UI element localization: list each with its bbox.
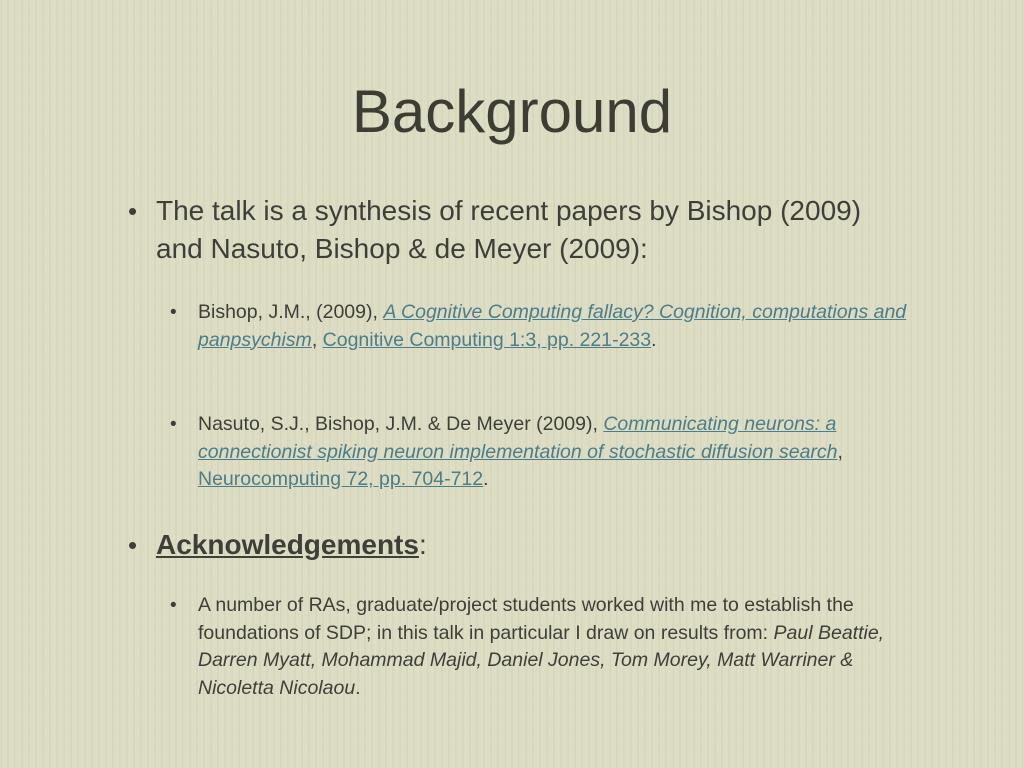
reference-prefix: Nasuto, S.J., Bishop, J.M. & De Meyer (2009), [198,413,604,435]
reference-prefix: Bishop, J.M., (2009), [198,301,384,323]
acknowledgements-colon: : [418,529,427,560]
bullet-icon: • [170,595,177,616]
bullet-synthesis-text: The talk is a synthesis of recent papers by Bishop (2009) and Nasuto, Bishop & de Meyer (2009): [156,195,862,264]
bullet-icon: • [128,530,138,560]
slide-title: Background [351,78,673,145]
reference-separator: , [837,440,843,463]
bullet-icon: • [128,196,138,226]
reference-title-link[interactable]: Communicating neurons: a connectionist spiking neuron implementation of stochastic diffusion search [198,413,838,463]
reference-source-link[interactable]: Neurocomputing 72, pp. 704-712 [198,468,484,490]
acknowledgements-end: . [355,676,361,699]
acknowledgements-text: A number of RAs, graduate/project students worked with me to establish the foundations of SDP; in this talk in particular I draw on results from: [198,594,854,644]
reference-separator: , [311,328,323,351]
reference-end: . [651,328,657,351]
reference-end: . [483,468,489,490]
reference-bishop-2009 [170,299,918,354]
acknowledgements-names: Paul Beattie, Darren Myatt, Mohammad Majid, Daniel Jones, Tom Morey, Matt Warriner & Nicoletta Nicolaou [198,621,885,699]
reference-nasuto-2009 [170,411,918,494]
bullet-acknowledgements [128,526,896,564]
reference-source-link[interactable]: Cognitive Computing 1:3, pp. 221-233 [322,328,652,351]
acknowledgements-detail [170,592,918,702]
bullet-icon: • [170,302,177,323]
bullet-synthesis [128,192,896,268]
acknowledgements-heading: Acknowledgements [156,529,419,560]
bullet-icon: • [170,414,177,435]
reference-title-link[interactable]: A Cognitive Computing fallacy? Cognition, computations and panpsychism [198,301,907,351]
